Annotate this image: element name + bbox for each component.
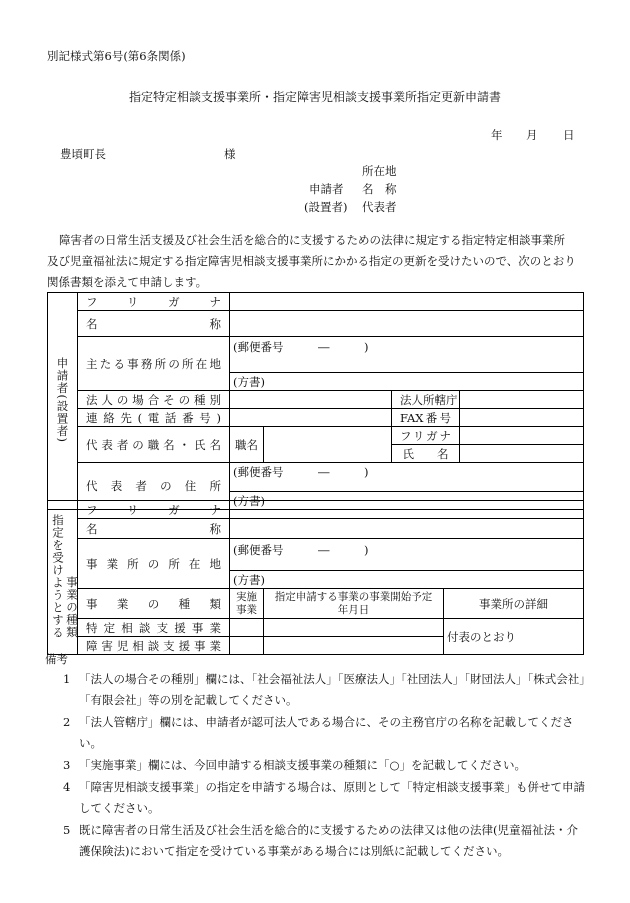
type1-start-date-input[interactable] bbox=[264, 619, 444, 637]
biz-furigana-label: フリガナ bbox=[78, 501, 230, 519]
corp-type-label: 法人の場合その種別 bbox=[78, 391, 230, 409]
note-item: 3 「実施事業」欄には、今回申請する相談支援事業の種類に「○」を記載してください。 bbox=[63, 758, 527, 772]
biz-name-input[interactable] bbox=[230, 519, 584, 539]
intro-line-1: 障害者の日常生活支援及び社会生活を総合的に支援するための法律に規定する指定特定相談事業所 bbox=[59, 233, 565, 247]
intro-paragraph bbox=[47, 230, 587, 293]
date-year: 年 bbox=[491, 128, 503, 142]
note-item: 1 「法人の場合その種別」欄には、「社会福祉法人」「医療法人」「社団法人」「財団法人」「株式会社」「有限会社」等の別を記載してください。 bbox=[63, 672, 585, 707]
furigana-label: フリガナ bbox=[78, 293, 230, 311]
applicant-role2-label: (設置者) bbox=[304, 200, 348, 214]
date-month: 月 bbox=[526, 128, 538, 142]
rep-furigana-label: フリガナ bbox=[392, 427, 460, 445]
start-date-header: 指定申請する事業の事業開始予定年月日 bbox=[264, 589, 444, 619]
rep-title-name-label: 代表者の職名・氏名 bbox=[78, 427, 230, 463]
note-item: 5 既に障害者の日常生活及び社会生活を総合的に支援するための法律又は他の法律(児童福祉法・介護保険法)において指定を受けている事業がある場合には別紙に記載してください。 bbox=[63, 823, 578, 858]
contact-label: 連絡先(電話番号) bbox=[78, 409, 230, 427]
biz-name-label: 名称 bbox=[78, 519, 230, 539]
note-item: 2 「法人管轄庁」欄には、申請者が認可法人である場合に、その主務官庁の名称を記載してください。 bbox=[63, 715, 574, 750]
notes-section bbox=[47, 650, 587, 863]
biz-locality-input[interactable] bbox=[230, 571, 584, 589]
biz-address-label: 事業所の所在地 bbox=[78, 539, 230, 589]
biz-type-label: 事業の種類 bbox=[78, 589, 230, 619]
corp-office-input[interactable] bbox=[460, 391, 584, 409]
applicant-group-label: 申請者(設置者) bbox=[48, 293, 78, 510]
rep-postal-input[interactable] bbox=[230, 463, 584, 492]
applicant-name-label: 名 称 bbox=[362, 182, 397, 196]
rep-name-label: 氏 名 bbox=[392, 445, 460, 463]
fax-label: FAX番号 bbox=[392, 409, 460, 427]
addressee-honorific: 様 bbox=[224, 147, 236, 161]
rep-address-label: 代表者の住所 bbox=[78, 463, 230, 510]
implemented-header: 実施事業 bbox=[230, 589, 264, 619]
name-label: 名称 bbox=[78, 311, 230, 337]
corp-office-label: 法人所轄庁 bbox=[392, 391, 460, 409]
type2-label: 障害児相談支援事業 bbox=[78, 637, 230, 655]
office-address-label: 主たる事務所の所在地 bbox=[78, 337, 230, 391]
intro-line-3: 関係書類を添えて申請します。 bbox=[47, 275, 208, 289]
applicant-representative-label: 代表者 bbox=[362, 200, 397, 214]
details-cell: 付表のとおり bbox=[444, 619, 584, 655]
locality-label: (方書) bbox=[233, 374, 265, 389]
type1-label: 特定相談支援事業 bbox=[78, 619, 230, 637]
corp-type-input[interactable] bbox=[230, 391, 392, 409]
type1-implemented-input[interactable] bbox=[230, 619, 264, 637]
biz-postal-input[interactable] bbox=[230, 539, 584, 571]
biz-furigana-input[interactable] bbox=[230, 501, 584, 519]
business-table bbox=[47, 500, 584, 655]
rep-title-label: 職名 bbox=[230, 427, 264, 463]
note-item: 4 「障害児相談支援事業」の指定を申請する場合は、原則として「特定相談支援事業」も併せて申請してください。 bbox=[63, 780, 585, 815]
office-postal-input[interactable] bbox=[230, 337, 584, 373]
details-header: 事業所の詳細 bbox=[444, 589, 584, 619]
rep-furigana-input[interactable] bbox=[460, 427, 584, 445]
office-locality-input[interactable] bbox=[230, 373, 584, 391]
rep-title-input[interactable] bbox=[264, 427, 392, 463]
postal-label: (郵便番号 ― ) bbox=[233, 543, 369, 557]
addressee-name: 豊頃町長 bbox=[60, 147, 106, 161]
locality-label: (方書) bbox=[233, 493, 265, 508]
application-table bbox=[47, 292, 584, 510]
applicant-address-label: 所在地 bbox=[362, 164, 397, 178]
form-id: 別記様式第6号(第6条関係) bbox=[47, 49, 186, 63]
postal-label: (郵便番号 ― ) bbox=[233, 340, 369, 354]
applicant-role-label: 申請者 bbox=[309, 182, 344, 196]
notes-title: 備考 bbox=[45, 652, 68, 666]
furigana-input[interactable] bbox=[230, 293, 584, 311]
date-day: 日 bbox=[563, 128, 575, 142]
fax-input[interactable] bbox=[460, 409, 584, 427]
business-group-label: 指定を受けようとする事業の種類 bbox=[48, 501, 78, 655]
rep-name-input[interactable] bbox=[460, 445, 584, 463]
intro-line-2: 及び児童福祉法に規定する指定障害児相談支援事業所にかかる指定の更新を受けたいので、次のとおり bbox=[47, 254, 576, 268]
locality-label: (方書) bbox=[233, 572, 265, 587]
page-title: 指定特定相談支援事業所・指定障害児相談支援事業所指定更新申請書 bbox=[128, 90, 501, 104]
postal-label: (郵便番号 ― ) bbox=[233, 465, 369, 479]
contact-input[interactable] bbox=[230, 409, 392, 427]
name-input[interactable] bbox=[230, 311, 584, 337]
